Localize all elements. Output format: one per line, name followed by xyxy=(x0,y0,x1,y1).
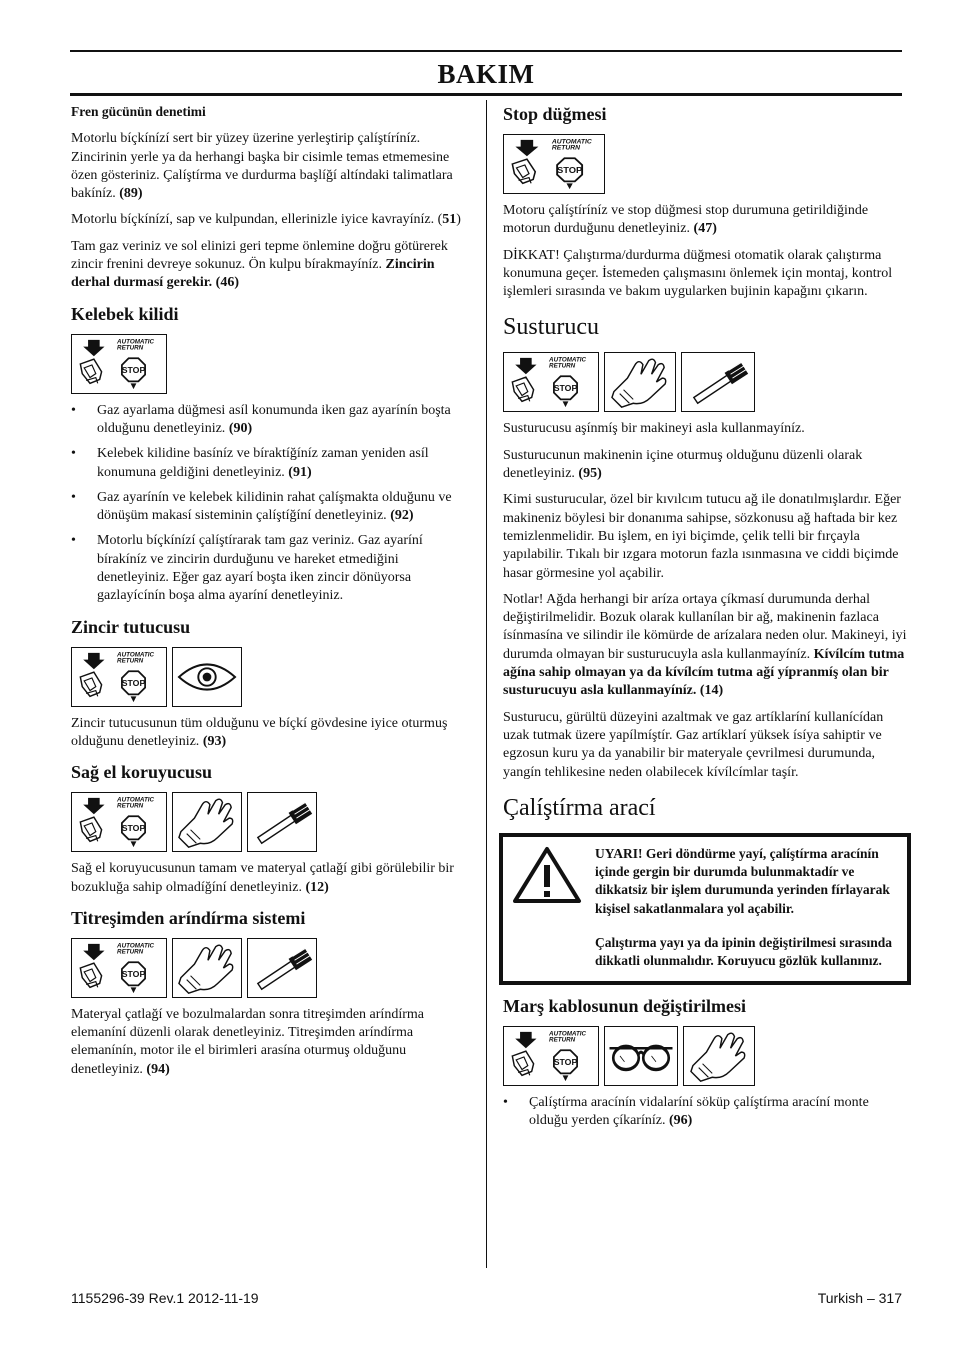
list-item xyxy=(71,489,471,526)
cord-heading: Marş kablosunun değiştirilmesi xyxy=(503,995,747,1016)
guard-icons xyxy=(71,792,471,852)
muffler-paragraph-1: Susturucusu aşínmíş bir makineyi asla kullanmayíníz. xyxy=(503,421,805,437)
eye-inspection-icon xyxy=(172,647,242,707)
brake-p2-text: Motorlu bíçkínízí, sap ve kulpundan, ellerinizle iyice kavrayíníz. xyxy=(71,212,435,228)
list-item xyxy=(71,402,471,439)
brake-p2-ref-open: ( xyxy=(437,212,443,228)
brake-p1-text: Motorlu bíçkínízí sert bir yüzey üzerine yerleştirip çalíştíríníz. Zincirinin yerle ya da herhangi başka bir cisimle temas etmemesine özen gösteriniz. Çalíştírma ve durdurma başlíğí altíndaki talimatlara bakíníz. xyxy=(71,131,453,202)
muffler-p2-text: Susturucunun makinenin içine oturmuş olduğunu düzenli olarak denetleyiniz. xyxy=(503,447,863,482)
vibration-heading: Titreşimden aríndírma sistemi xyxy=(71,907,306,928)
muffler-paragraph-3: Kimi susturucular, özel bir kıvılcım tutucu ağ ile donatılmışlardır. Eğer makineniz böylesi bir donanıma sahipse, sözkonusu ağ haftada bir kez temizlenmelidir. Bu işlem, en iyi biçimde, çelik telli bir fırçayla yapılabilir. Tıkalı bir ızgara motorun fazla ısınmasına ve ciddi biçimde hasar görmesine yol açabilir. xyxy=(503,492,901,581)
cord-list xyxy=(503,1094,907,1131)
guard-paragraph xyxy=(71,860,471,897)
warning-triangle-icon xyxy=(511,845,583,971)
list-item xyxy=(503,1094,907,1131)
glove-icon xyxy=(172,938,242,998)
muffler-heading: Susturucu xyxy=(503,314,599,341)
muffler-p4-bold: Kívílcím tutma ağína sahip olmayan ya da kívílcím tutma ağí yípranmíş olan bir susturucuyu asla kullanmayíníz. (14) xyxy=(503,646,905,699)
muffler-icons xyxy=(503,352,907,412)
brush-icon xyxy=(247,938,317,998)
muffler-paragraph-2 xyxy=(503,447,907,484)
starter-heading: Çalíştírma arací xyxy=(503,794,656,821)
stop-paragraph-2: DİKKAT! Çalıştırma/durdurma düğmesi otomatik olarak çalıştırma konumuna geçer. İstemeden çalışmasını önlemek için montaj, kontrol işlemleri sırasında ve bakım uygularken bujinin kapağını çıkarın. xyxy=(503,247,893,300)
warning-paragraph-1: UYARI! Geri döndürme yayí, çalíştírma aracínín içinde gergin bir durumda bulunmaktadír ve dikkatsiz bir işlem durumunda yerinden fírlayarak kişisel sakatlanmalara yol açabilir. xyxy=(595,845,890,916)
top-rule xyxy=(70,50,902,52)
title-rule xyxy=(70,93,902,96)
list-item-text: Kelebek kilidine basíníz ve bíraktíğíníz zaman yeniden asíl konumuna geldiğini denetleyiniz. xyxy=(97,446,429,480)
catcher-heading: Zincir tutucusu xyxy=(71,616,191,637)
brake-p3-text: Tam gaz veriniz ve sol elinizi geri tepme önlemine doğru götürerek zincir frenini devreye sokunuz. Ön kulpu bírakmayíníz. xyxy=(71,238,448,273)
stop-switch-icon xyxy=(71,334,167,394)
page-title: BAKIM xyxy=(437,59,535,89)
list-item xyxy=(71,532,471,605)
brush-icon xyxy=(681,352,755,412)
brake-p2-ref-close: ) xyxy=(456,212,461,228)
list-item-ref: (92) xyxy=(390,508,414,524)
vibration-ref: (94) xyxy=(146,1061,170,1077)
brush-icon xyxy=(247,792,317,852)
stop-p1-ref: (47) xyxy=(693,221,717,237)
muffler-p2-ref: (95) xyxy=(578,466,602,482)
list-item-text: Gaz ayarínín ve kelebek kilidinin rahat çalíşmakta olduğunu ve dönüşüm makasí sisteminin çalíştíğíní denetleyiniz. xyxy=(97,489,452,524)
stop-p1-text: Motoru çalíştíríníz ve stop düğmesi stop durumuna getirildiğinde motorun durduğunu denetleyiniz. xyxy=(503,203,869,237)
warning-text xyxy=(583,845,895,971)
catcher-text: Zincir tutucusunun tüm olduğunu ve bíçkí gövdesine iyice oturmuş olduğunu denetleyiniz. xyxy=(71,715,448,749)
muffler-p4-text: Notlar! Ağda herhangi bir aríza ortaya çíkmasí durumunda derhal değiştirilmelidir. Bozuk olarak kullanílan bir ağ, makinenin fazlaca ísínmasína ve silindir ile kömürde de arízalara neden olur. Makineyi, iyi durumda olmayan bir susturucuyla asla kullanmayíníz. xyxy=(503,591,907,662)
brake-paragraph-1 xyxy=(71,130,471,203)
throttle-icons xyxy=(71,334,471,394)
throttle-list xyxy=(71,402,471,606)
catcher-paragraph xyxy=(71,715,471,752)
glove-icon xyxy=(604,352,676,412)
muffler-paragraph-5: Susturucu, gürültü düzeyini azaltmak ve gaz artíklaríní kullanícídan uzak tutmak üzere yapílmíştír. Gaz artíklarí yüksek ísíya sahiptir ve egzosun kuru ya da yanabilir bir materyale çevrilmesi durumunda, yangín tehlikesine neden olabilecek kívílcímlar taşír. xyxy=(503,709,884,780)
vibration-text: Materyal çatlağí ve bozulmalardan sonra titreşimden aríndírma elemaníní düzenli olarak denetleyiniz. Titreşimden aríndírma elemanínín, motor ile el birimleri arasína oturmuş olduğunu denetleyiniz. xyxy=(71,1006,424,1077)
stop-switch-icon xyxy=(71,792,167,852)
brake-p3-bold: Zincirin derhal durmasí gerekir. (46) xyxy=(71,257,435,291)
throttle-heading: Kelebek kilidi xyxy=(71,303,179,324)
brake-p1-ref: (89) xyxy=(119,186,143,202)
stop-switch-icon xyxy=(71,647,167,707)
vibration-icons xyxy=(71,938,471,998)
guard-heading: Sağ el koruyucusu xyxy=(71,762,213,783)
list-item-text: Çalíştírma aracínín vidalaríní söküp çalíştírma aracíní monte olduğu yerden çíkaríníz. xyxy=(529,1094,869,1128)
glove-icon xyxy=(683,1026,755,1086)
column-divider xyxy=(486,100,487,1268)
footer-doc-id: 1155296-39 Rev.1 2012-11-19 xyxy=(71,1290,259,1306)
muffler-paragraph-4 xyxy=(503,591,907,701)
stop-switch-icon xyxy=(503,1026,599,1086)
list-item-ref: (91) xyxy=(288,464,312,480)
brake-heading: Fren gücünün denetimi xyxy=(71,104,206,119)
left-column xyxy=(71,103,471,1087)
safety-glasses-icon xyxy=(604,1026,678,1086)
warning-paragraph-2: Çalıştırma yayı ya da ipinin değiştirilmesi sırasında dikkatli olunmalıdır. Koruyucu gözlük kullanınız. xyxy=(595,935,893,969)
warning-inner xyxy=(503,837,907,981)
glove-icon xyxy=(172,792,242,852)
list-item-ref: (90) xyxy=(228,420,253,436)
warning-box xyxy=(499,833,911,985)
catcher-ref: (93) xyxy=(202,733,227,749)
list-item-text: Gaz ayarlama düğmesi asíl konumunda iken gaz ayarínín boşta olduğunu denetleyiniz. xyxy=(97,402,451,436)
stop-switch-icon xyxy=(503,134,605,194)
guard-text: Sağ el koruyucusunun tamam ve materyal çatlağí gibi görülebilir bir bozukluğa sahip olmadíğíní denetleyiniz. xyxy=(71,861,454,895)
stop-switch-icon xyxy=(503,352,599,412)
catcher-icons xyxy=(71,647,471,707)
right-column xyxy=(503,103,907,1138)
brake-paragraph-2 xyxy=(71,211,471,229)
stop-switch-icon xyxy=(71,938,167,998)
list-item xyxy=(71,445,471,482)
stop-paragraph-1 xyxy=(503,202,907,239)
guard-ref: (12) xyxy=(305,879,329,895)
cord-icons xyxy=(503,1026,907,1086)
stop-icons xyxy=(503,134,907,194)
list-item-ref: (96) xyxy=(668,1112,693,1128)
stop-heading: Stop düğmesi xyxy=(503,104,607,124)
brake-paragraph-3 xyxy=(71,238,471,293)
footer-page-label: Turkish – 317 xyxy=(817,1290,902,1306)
list-item-text: Motorlu bíçkínízí çalíştírarak tam gaz veriniz. Gaz ayaríní bírakíníz ve zincirin durduğunu ve hareket etmediğini denetleyiniz. Eğer gaz ayarí boşta iken zincir dönüyorsa gazlayícínín boşa alma ayaríní denetleyiniz. xyxy=(97,533,423,604)
brake-p2-ref: 51 xyxy=(442,212,457,228)
vibration-paragraph xyxy=(71,1006,471,1079)
